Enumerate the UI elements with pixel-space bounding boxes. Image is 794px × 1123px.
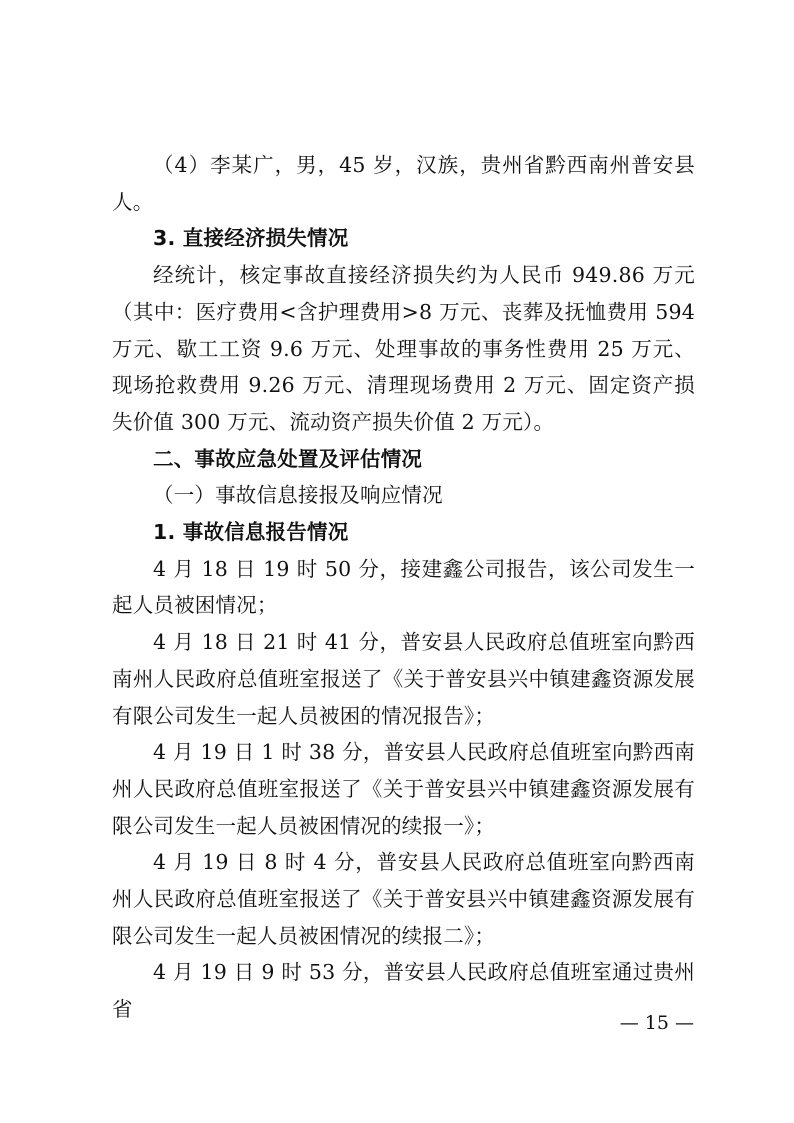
paragraph-victim-4: （4）李某广，男，45 岁，汉族，贵州省黔西南州普安县人。: [112, 153, 695, 214]
page-number: — 15 —: [619, 1012, 694, 1034]
paragraph-report-3: 4 月 19 日 1 时 38 分，普安县人民政府总值班室向黔西南州人民政府总值班室报送了《关于普安县兴中镇建鑫资源发展有限公司发生一起人员被困情况的续报一》；: [112, 740, 695, 838]
heading-info-report: 1. 事故信息报告情况: [153, 520, 349, 545]
document-body: [112, 147, 695, 1028]
heading-emergency-response: 二、事故应急处置及评估情况: [153, 446, 423, 471]
heading-direct-economic-loss: 3. 直接经济损失情况: [153, 226, 349, 251]
paragraph-report-2: 4 月 18 日 21 时 41 分，普安县人民政府总值班室向黔西南州人民政府总值班室报送了《关于普安县兴中镇建鑫资源发展有限公司发生一起人员被困的情况报告》；: [112, 630, 695, 728]
paragraph-economic-loss: 经统计，核定事故直接经济损失约为人民币 949.86 万元（其中：医疗费用<含护理费用>8 万元、丧葬及抚恤费用 594 万元、歇工工资 9.6 万元、处理事故的事务性费用 25 万元、现场抢救费用 9.26 万元、清理现场费用 2 万元、固定资产损失价值 300 万元、流动资产损失价值 2 万元）。: [112, 263, 695, 434]
paragraph-report-5: 4 月 19 日 9 时 53 分，普安县人民政府总值班室通过贵州省: [112, 960, 695, 1022]
paragraph-report-4: 4 月 19 日 8 时 4 分，普安县人民政府总值班室向黔西南州人民政府总值班室报送了《关于普安县兴中镇建鑫资源发展有限公司发生一起人员被困情况的续报二》；: [112, 850, 695, 948]
paragraph-report-1: 4 月 18 日 19 时 50 分，接建鑫公司报告，该公司发生一起人员被困情况；: [112, 556, 695, 618]
subheading-info-response: （一）事故信息接报及响应情况: [153, 483, 443, 508]
